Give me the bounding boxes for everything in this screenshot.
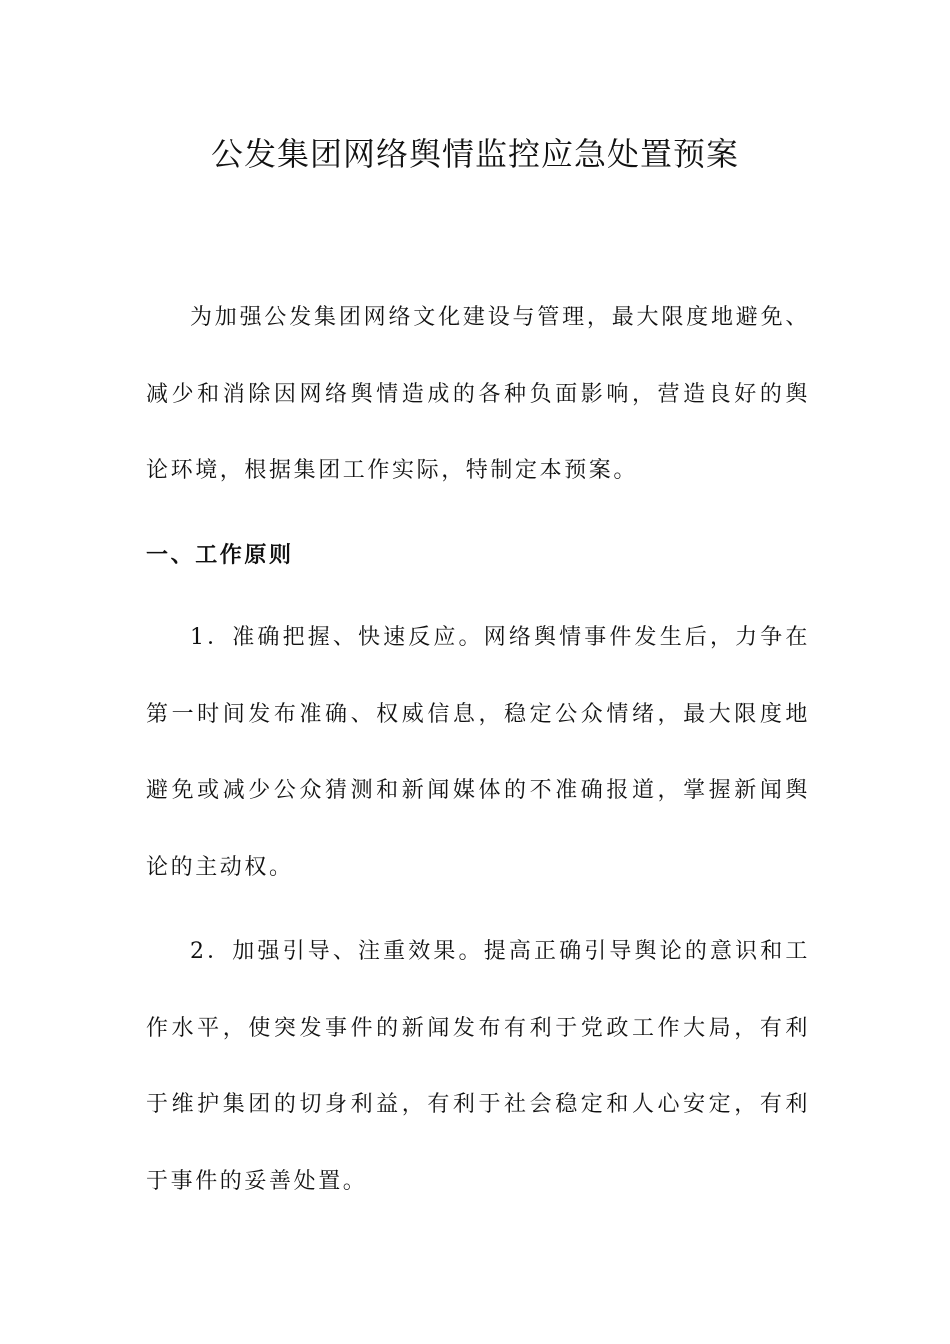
section-heading-principles: 一、工作原则 <box>146 542 294 568</box>
intro-paragraph: 为加强公发集团网络文化建设与管理，最大限度地避免、减少和消除因网络舆情造成的各种负面影响，营造良好的舆论环境，根据集团工作实际，特制定本预案。 <box>146 305 810 483</box>
document-body <box>146 280 810 1228</box>
principle-item-2: 2．加强引导、注重效果。提高正确引导舆论的意识和工作水平，使突发事件的新闻发布有利于党政工作大局，有利于维护集团的切身利益，有利于社会稳定和人心安定，有利于事件的妥善处置。 <box>146 939 810 1194</box>
document-title: 公发集团网络舆情监控应急处置预案 <box>210 135 739 173</box>
principle-item-1: 1．准确把握、快速反应。网络舆情事件发生后，力争在第一时间发布准确、权威信息，稳定公众情绪，最大限度地避免或减少公众猜测和新闻媒体的不准确报道，掌握新闻舆论的主动权。 <box>146 625 810 880</box>
